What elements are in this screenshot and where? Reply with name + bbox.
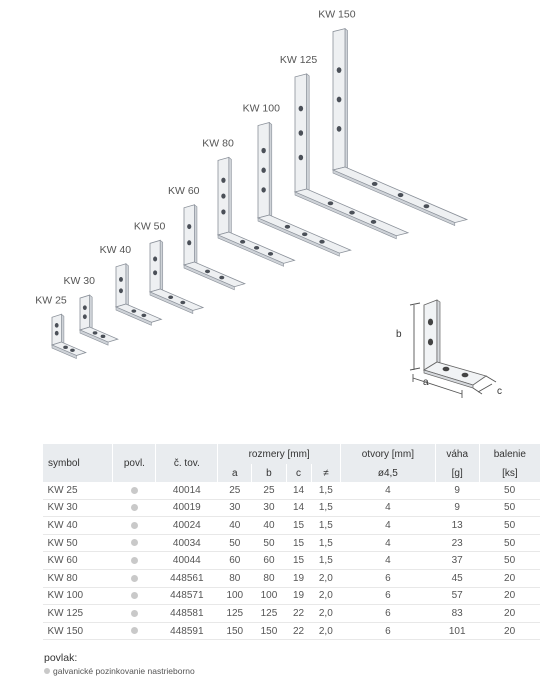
- cell-a: 60: [218, 552, 252, 570]
- cell-symbol: KW 150: [43, 622, 113, 640]
- cell-pack: 50: [479, 482, 540, 499]
- coating-dot-icon: [131, 592, 138, 599]
- cell-symbol: KW 25: [43, 482, 113, 499]
- cell-code: 40034: [156, 534, 218, 552]
- coating-cell: [113, 587, 156, 605]
- subheader-hole-diameter: ø4,5: [341, 464, 436, 482]
- coating-dot-icon: [131, 539, 138, 546]
- cell-t: 2,0: [311, 569, 341, 587]
- bracket-label: KW 150: [318, 8, 356, 21]
- bracket-kw-150: [318, 9, 467, 226]
- header-holes: otvory [mm]: [341, 444, 436, 464]
- cell-t: 1,5: [311, 534, 341, 552]
- cell-pack: 50: [479, 517, 540, 535]
- legend-title: povlak:: [44, 652, 78, 664]
- cell-pack: 50: [479, 552, 540, 570]
- cell-holes: 6: [341, 622, 436, 640]
- header-pack: balenie: [479, 444, 540, 464]
- cell-t: 1,5: [311, 517, 341, 535]
- cell-b: 40: [252, 517, 286, 535]
- coating-dot-icon: [131, 522, 138, 529]
- cell-b: 100: [252, 587, 286, 605]
- header-code: č. tov.: [156, 444, 218, 482]
- bracket-label: KW 50: [133, 220, 166, 233]
- cell-c: 22: [286, 605, 311, 623]
- coating-dot-icon: [131, 575, 138, 582]
- cell-a: 50: [218, 534, 252, 552]
- subheader-a: a: [218, 464, 252, 482]
- table-row: [43, 499, 541, 517]
- cell-code: 40024: [156, 517, 218, 535]
- coating-cell: [113, 534, 156, 552]
- cell-weight: 83: [435, 605, 479, 623]
- dimension-label-c: c: [497, 386, 502, 397]
- subheader-b: b: [252, 464, 286, 482]
- cell-b: 80: [252, 569, 286, 587]
- cell-c: 15: [286, 534, 311, 552]
- cell-c: 14: [286, 482, 311, 499]
- cell-t: 1,5: [311, 499, 341, 517]
- coating-dot-icon: [131, 627, 138, 634]
- coating-dot-icon: [131, 557, 138, 564]
- subheader-thickness: ≠: [311, 464, 341, 482]
- cell-c: 14: [286, 499, 311, 517]
- cell-weight: 23: [435, 534, 479, 552]
- coating-cell: [113, 552, 156, 570]
- cell-holes: 4: [341, 499, 436, 517]
- table-row: [43, 569, 541, 587]
- header-weight: váha: [435, 444, 479, 464]
- cell-a: 40: [218, 517, 252, 535]
- bracket-label: KW 60: [168, 184, 200, 197]
- cell-b: 150: [252, 622, 286, 640]
- bracket-label: KW 30: [63, 275, 95, 288]
- cell-c: 15: [286, 517, 311, 535]
- cell-holes: 4: [341, 517, 436, 535]
- cell-b: 25: [252, 482, 286, 499]
- cell-holes: 4: [341, 552, 436, 570]
- coating-cell: [113, 605, 156, 623]
- cell-a: 80: [218, 569, 252, 587]
- table-row: [43, 534, 541, 552]
- cell-b: 50: [252, 534, 286, 552]
- cell-t: 1,5: [311, 552, 341, 570]
- cell-symbol: KW 125: [43, 605, 113, 623]
- cell-code: 40044: [156, 552, 218, 570]
- cell-code: 448591: [156, 622, 218, 640]
- bracket-label: KW 40: [99, 243, 132, 256]
- cell-a: 25: [218, 482, 252, 499]
- bracket-label: KW 125: [279, 53, 318, 66]
- cell-c: 19: [286, 569, 311, 587]
- cell-b: 125: [252, 605, 286, 623]
- header-symbol: symbol: [43, 444, 113, 482]
- cell-t: 2,0: [311, 622, 341, 640]
- cell-weight: 9: [435, 482, 479, 499]
- bracket-kw-80: [202, 137, 294, 266]
- coating-dot-icon: [131, 504, 138, 511]
- cell-weight: 45: [435, 569, 479, 587]
- cell-code: 40014: [156, 482, 218, 499]
- cell-holes: 4: [341, 534, 436, 552]
- coating-dot-icon: [131, 487, 138, 494]
- subheader-weight-unit: [g]: [435, 464, 479, 482]
- table-row: [43, 552, 541, 570]
- cell-t: 1,5: [311, 482, 341, 499]
- coating-cell: [113, 499, 156, 517]
- cell-a: 125: [218, 605, 252, 623]
- cell-pack: 50: [479, 499, 540, 517]
- dimension-label-b: b: [396, 329, 402, 340]
- cell-code: 448581: [156, 605, 218, 623]
- cell-code: 448561: [156, 569, 218, 587]
- cell-symbol: KW 80: [43, 569, 113, 587]
- cell-pack: 50: [479, 534, 540, 552]
- coating-cell: [113, 482, 156, 499]
- cell-symbol: KW 30: [43, 499, 113, 517]
- header-coating: povl.: [113, 444, 156, 482]
- cell-a: 100: [218, 587, 252, 605]
- header-dimensions: rozmery [mm]: [218, 444, 341, 464]
- cell-c: 19: [286, 587, 311, 605]
- subheader-pack-unit: [ks]: [479, 464, 540, 482]
- bracket-kw-25: [35, 294, 86, 358]
- cell-weight: 37: [435, 552, 479, 570]
- bracket-label: KW 100: [242, 102, 280, 115]
- cell-c: 22: [286, 622, 311, 640]
- cell-weight: 9: [435, 499, 479, 517]
- table-row: [43, 605, 541, 623]
- cell-weight: 57: [435, 587, 479, 605]
- cell-a: 150: [218, 622, 252, 640]
- cell-symbol: KW 60: [43, 552, 113, 570]
- dimension-label-a: a: [423, 377, 429, 388]
- bracket-label: KW 25: [35, 294, 67, 307]
- cell-pack: 20: [479, 605, 540, 623]
- cell-weight: 13: [435, 517, 479, 535]
- coating-dot-icon: [44, 668, 50, 674]
- cell-code: 448571: [156, 587, 218, 605]
- legend-item: [44, 666, 195, 676]
- cell-b: 60: [252, 552, 286, 570]
- cell-t: 2,0: [311, 587, 341, 605]
- cell-pack: 20: [479, 622, 540, 640]
- coating-cell: [113, 569, 156, 587]
- table-row: [43, 622, 541, 640]
- cell-symbol: KW 50: [43, 534, 113, 552]
- cell-code: 40019: [156, 499, 218, 517]
- cell-symbol: KW 100: [43, 587, 113, 605]
- legend-item-label: galvanické pozinkovanie nastrieborno: [53, 666, 195, 676]
- cell-holes: 4: [341, 482, 436, 499]
- cell-b: 30: [252, 499, 286, 517]
- cell-pack: 20: [479, 587, 540, 605]
- dimension-diagram: [396, 300, 502, 398]
- table-row: [43, 517, 541, 535]
- table-row: [43, 482, 541, 499]
- coating-legend: [44, 652, 195, 676]
- cell-a: 30: [218, 499, 252, 517]
- cell-c: 15: [286, 552, 311, 570]
- coating-cell: [113, 517, 156, 535]
- subheader-c: c: [286, 464, 311, 482]
- specification-table: [42, 444, 540, 640]
- table-row: [43, 587, 541, 605]
- cell-holes: 6: [341, 569, 436, 587]
- cell-holes: 6: [341, 605, 436, 623]
- cell-holes: 6: [341, 587, 436, 605]
- bracket-label: KW 80: [202, 137, 234, 150]
- bracket-kw-30: [63, 275, 117, 345]
- cell-t: 2,0: [311, 605, 341, 623]
- coating-cell: [113, 622, 156, 640]
- coating-dot-icon: [131, 610, 138, 617]
- cell-pack: 20: [479, 569, 540, 587]
- cell-weight: 101: [435, 622, 479, 640]
- cell-symbol: KW 40: [43, 517, 113, 535]
